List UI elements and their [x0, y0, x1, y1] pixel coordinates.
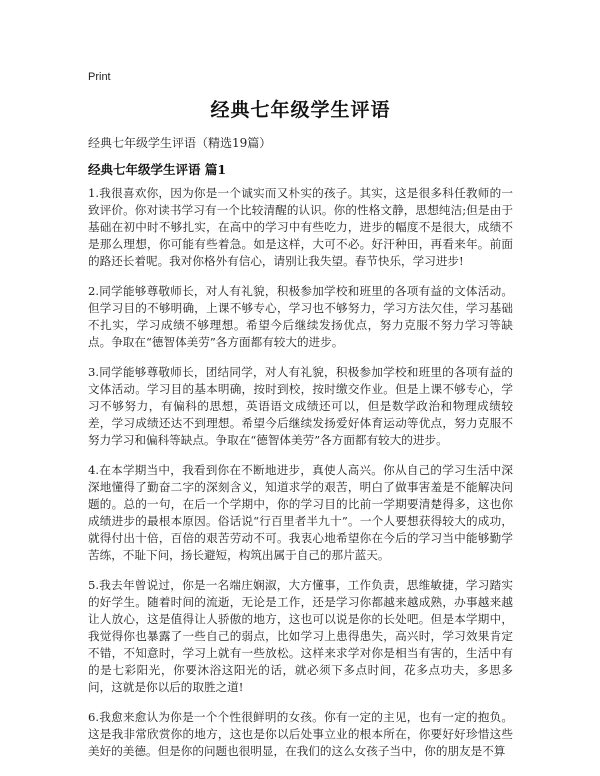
print-link[interactable]: Print: [88, 71, 111, 83]
paragraph-5: 5.我去年曾说过，你是一名端庄娴淑，大方懂事，工作负责，思维敏捷，学习踏实的好学生。随着时间的流逝，无论是工作，还是学习你都越来越成熟，办事越来越让人放心，这是值得让人骄傲的地方，这也可以说是你的长处吧。但是本学期中，我觉得你也暴露了一些自己的弱点，比如学习上患得患失，高兴时，学习效果肯定不错，不知意时，学习上就有一些放松。这样来求学对你是相当有害的，生活中有的是七彩阳光，你要沐浴这阳光的话，就必须下多点时间，花多点功夫，多思多问，这就是你以后的取胜之道!: [88, 578, 513, 694]
paragraph-2: 2.同学能够尊敬师长，对人有礼貌，积极参加学校和班里的各项有益的文体活动。但学习目的不够明确，上课不够专心，学习也不够努力，学习方法欠佳，学习基础不扎实，学习成绩不够理想。希望今后继续发扬优点，努力克服不努力学习等缺点。争取在“德智体美劳”各方面都有较大的进步。: [88, 284, 513, 349]
document-title: 经典七年级学生评语: [210, 99, 391, 121]
paragraph-3: 3.同学能够尊敬师长，团结同学，对人有礼貌，积极参加学校和班里的各项有益的文体活动。学习目的基本明确，按时到校，按时缴交作业。但是上课不够专心，学习不够努力，有偏科的思想，英语语文成绩还可以，但是数学政治和物理成绩较差，学习成绩还达不到理想。希望今后继续发扬爱好体育运动等优点，努力克服不努力学习和偏科等缺点。争取在“德智体美劳”各方面都有较大的进步。: [88, 365, 513, 447]
paragraph-1: 1.我很喜欢你，因为你是一个诚实而又朴实的孩子。其实，这是很多科任教师的一致评价。你对读书学习有一个比较清醒的认识。你的性格文静，思想纯洁;但是由于基础在初中时不够扎实，在高中的学习中有些吃力，进步的幅度不是很大，成绩不是那么理想，你可能有些着急。如是这样，大可不必。好汗种田，再看来年。前面的路还长着呢。我对你格外有信心，请别让我失望。春节快乐，学习进步!: [88, 186, 513, 268]
paragraph-6: 6.我愈来愈认为你是一个个性很鲜明的女孩。你有一定的主见，也有一定的抱负。这是我非常欣赏你的地方，这也是你以后处事立业的根本所在，你要好好珍惜这些美好的美德。但是你的问题也很明显，在我们的这么女孩子当中，你的朋友是不算: [88, 710, 513, 758]
document-body: [88, 185, 513, 773]
section-heading: 经典七年级学生评语 篇1: [88, 162, 227, 177]
document-subtitle: 经典七年级学生评语（精选19篇）: [88, 136, 272, 150]
paragraph-4: 4.在本学期当中，我看到你在不断地进步，真使人高兴。你从自己的学习生活中深深地懂得了勤奋二字的深刻含义，知道求学的艰苦，明白了做事害羞是不能解决问题的。总的一句，在后一个学期中，你的学习目的比前一学期要清楚得多，这也你成绩进步的最根本原因。俗话说“行百里者半九十”。一个人要想获得较大的成功，就得付出十倍，百倍的艰苦劳动不可。我衷心地希望你在今后的学习当中能够勤学苦练，不耻下问，扬长避短，构筑出属于自己的那片蓝天。: [88, 463, 513, 562]
